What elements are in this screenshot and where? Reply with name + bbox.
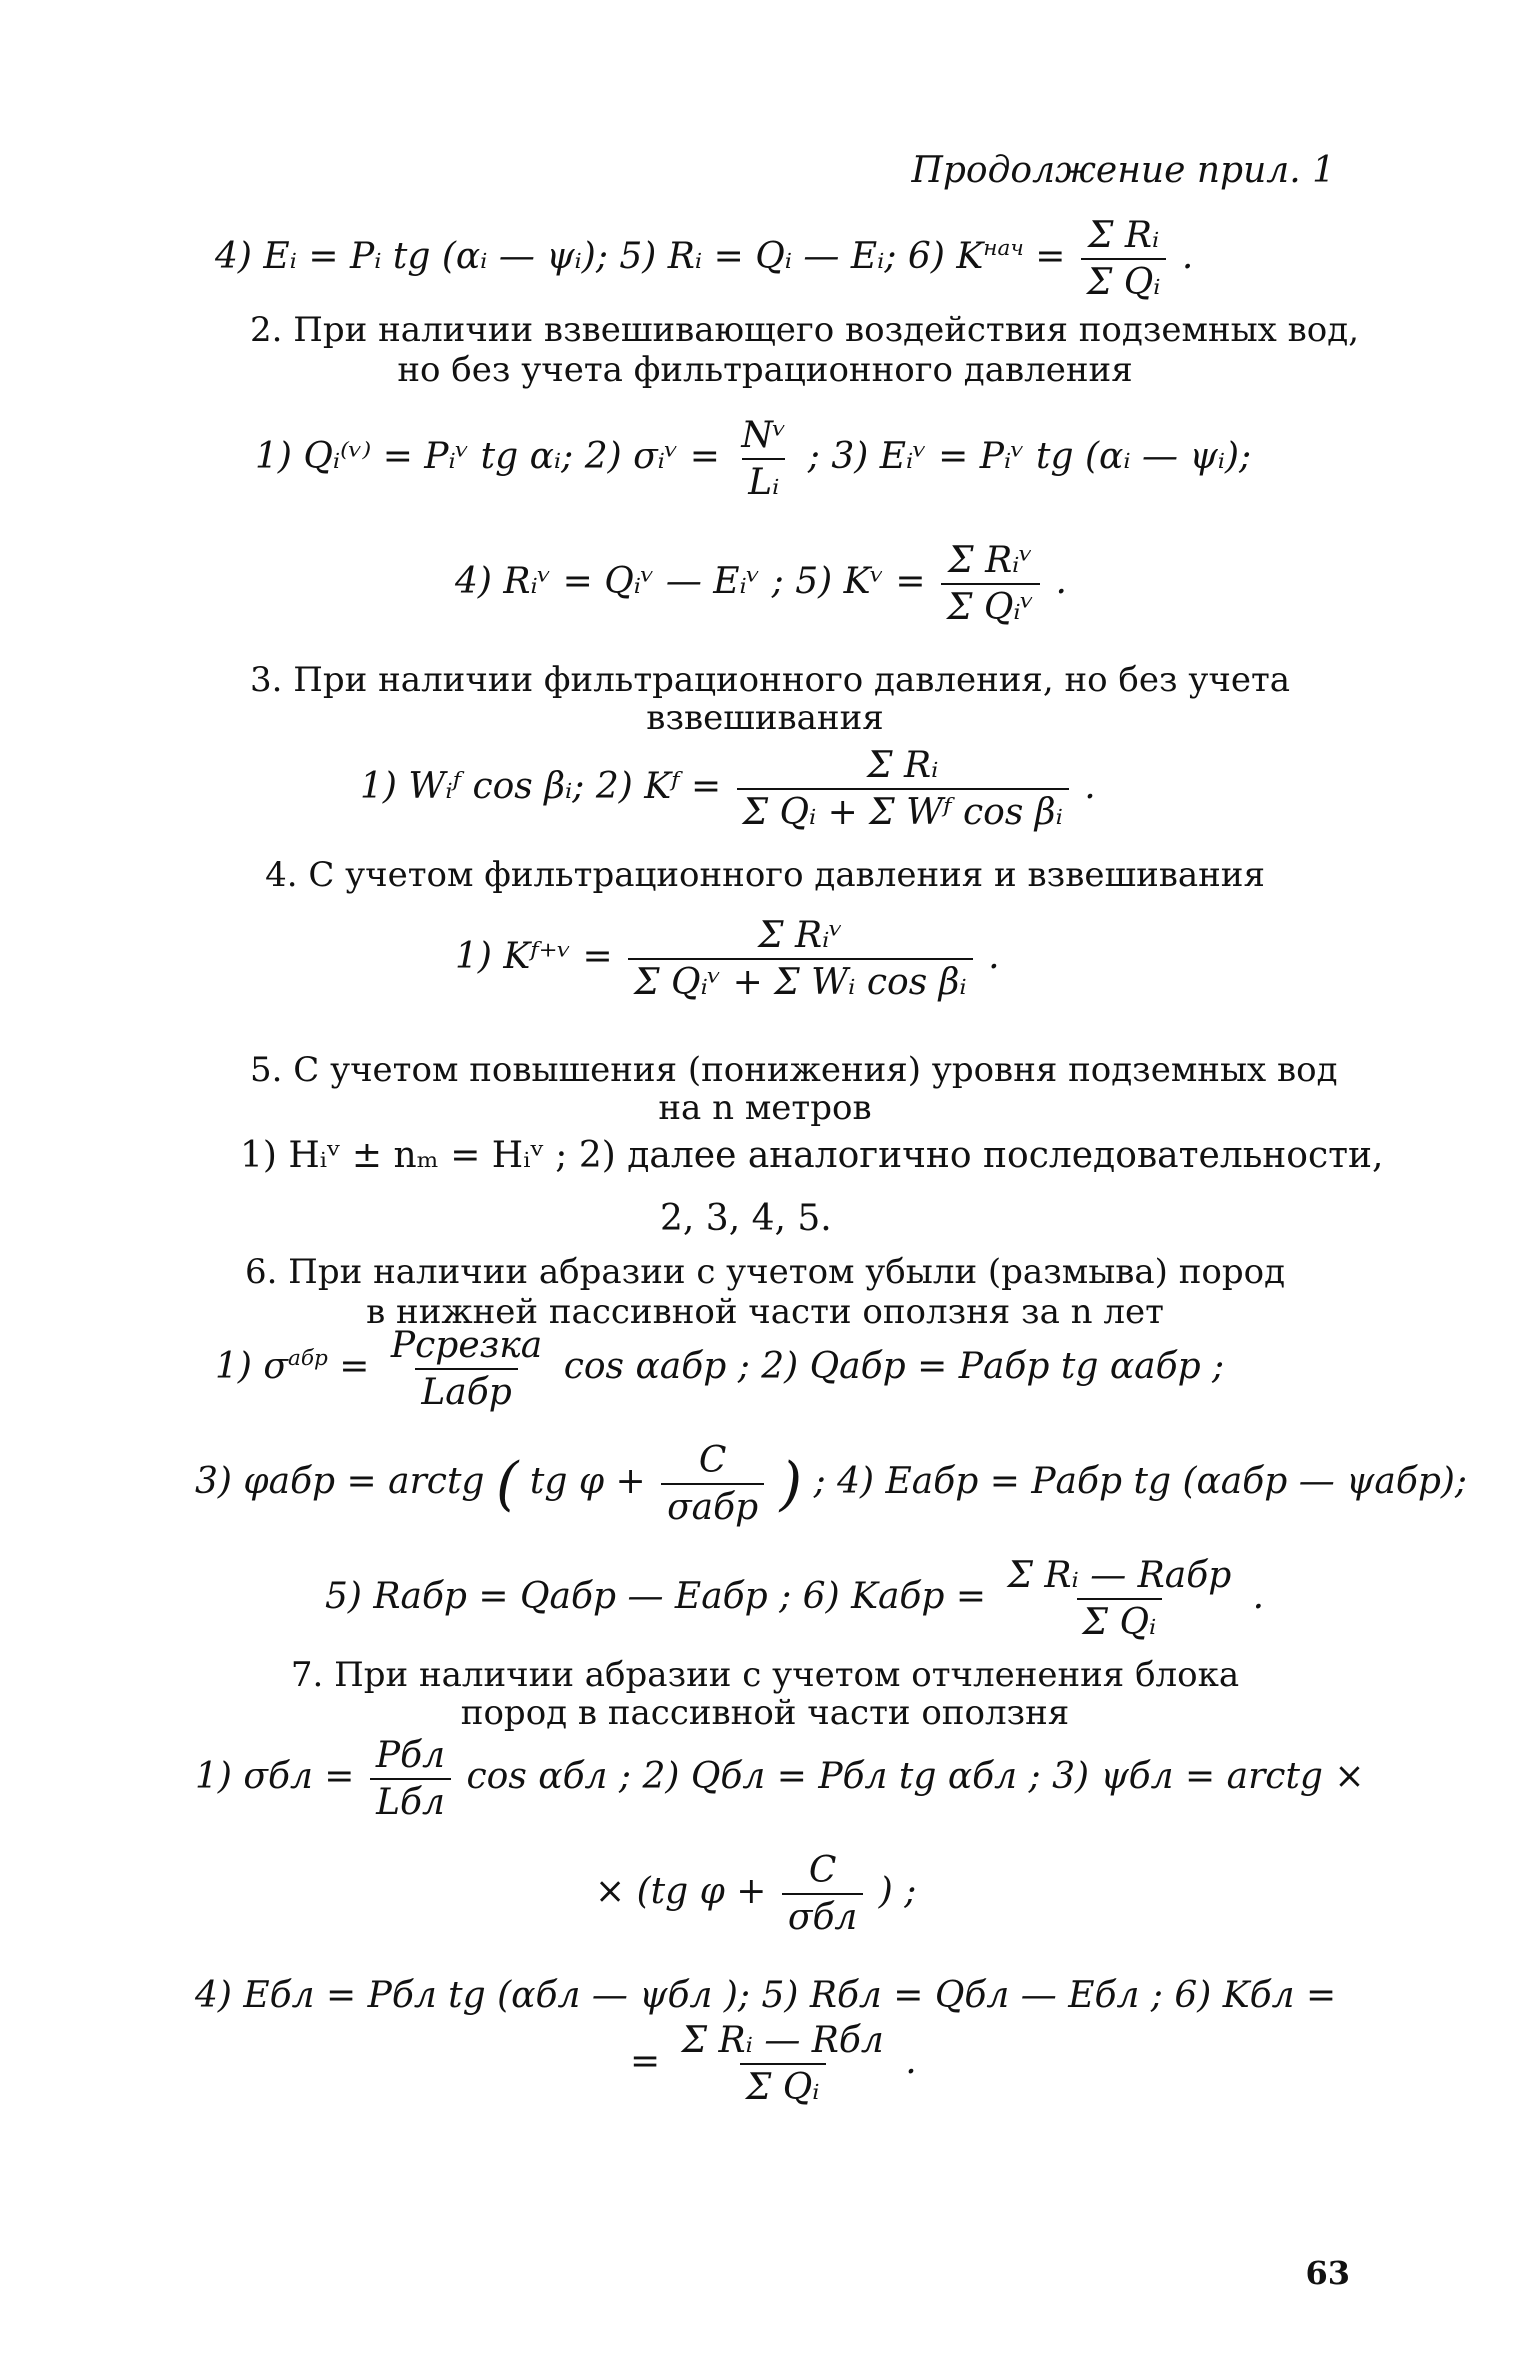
formula-line-5: 1) Kᶠ⁺ᵛ = $\frac{\text{Σ Rᵢᵛ}}{\text{Σ Qᵢᵛ + Σ Wᵢ cos βᵢ}}$ . xyxy=(455,915,1000,1003)
section-3-heading-2: взвешивания xyxy=(646,698,884,738)
formula-line-9: 3) φабр = arctg ( tg φ + $\frac{C}{\text{σабр}}$ ) ; 4) Eабр = Pабр tg (αабр — ψабр); xyxy=(195,1440,1468,1528)
formula-line-4: 1) Wᵢᶠ cos βᵢ; 2) Kᶠ = $\frac{\text{Σ Rᵢ}}{\text{Σ Qᵢ + Σ Wᶠ cos βᵢ}}$ . xyxy=(360,745,1096,833)
formula-line-2: 1) Qᵢ⁽ᵛ⁾ = Pᵢᵛ tg αᵢ; 2) σᵢᵛ = $\frac{\text{Nᵛ}}{\text{Lᵢ}}$ ; 3) Eᵢᵛ = Pᵢᵛ tg (αᵢ — ψᵢ); xyxy=(255,415,1252,503)
formula-line-12: × (tg φ + $\frac{C}{\text{σбл}}$ ) ; xyxy=(595,1850,917,1938)
fraction: $\frac{\text{Σ Rᵢ}}{\text{Σ Qᵢ}}$ xyxy=(1081,215,1167,303)
formula-line-14: = $\frac{\text{Σ Rᵢ — Rбл}}{\text{Σ Qᵢ}}$ . xyxy=(630,2020,917,2108)
fraction: $\frac{\text{Σ Rᵢᵛ}}{\text{Σ Qᵢᵛ}}$ xyxy=(941,540,1040,628)
section-2-heading-2: но без учета фильтрационного давления xyxy=(397,350,1133,390)
formula-line-10: 5) Rабр = Qабр — Eабр ; 6) Kабр = $\frac{\text{Σ Rᵢ — Rабр}}{\text{Σ Qᵢ}}$ . xyxy=(325,1555,1265,1643)
formula-line-1: 4) Eᵢ = Pᵢ tg (αᵢ — ψᵢ); 5) Rᵢ = Qᵢ — Eᵢ; 6) $K^{нач}$ = $\frac{\text{Σ Rᵢ}}{\text{Σ Qᵢ}}$ . xyxy=(215,215,1194,303)
running-title: Продолжение прил. 1 xyxy=(911,150,1335,191)
section-4-heading: 4. С учетом фильтрационного давления и взвешивания xyxy=(265,855,1265,895)
fraction: $\frac{C}{\text{σабр}}$ xyxy=(661,1440,764,1528)
section-6-heading-1: 6. При наличии абразии с учетом убыли (размыва) пород xyxy=(244,1252,1286,1292)
fraction: $\frac{\text{Pбл}}{\text{Lбл}}$ xyxy=(370,1735,451,1823)
formula-line-6: 1) Hᵢᵛ ± nₘ = Hᵢᵛ ; 2) далее аналогично последовательности, xyxy=(240,1135,1384,1176)
fraction: $\frac{C}{\text{σбл}}$ xyxy=(782,1850,863,1938)
section-5-heading-1: 5. С учетом повышения (понижения) уровня подземных вод xyxy=(250,1050,1338,1090)
fraction: $\frac{\text{Σ Rᵢᵛ}}{\text{Σ Qᵢᵛ + Σ Wᵢ cos βᵢ}}$ xyxy=(628,915,973,1003)
formula-line-7: 2, 3, 4, 5. xyxy=(660,1198,832,1239)
section-7-heading-1: 7. При наличии абразии с учетом отчленения блока xyxy=(290,1655,1240,1695)
fraction: $\frac{\text{Pсрезка}}{\text{Lабр}}$ xyxy=(390,1325,543,1413)
formula-line-8: 1) $\sigma^{абр}$ = $\frac{\text{Pсрезка}}{\text{Lабр}}$ cos αабр ; 2) Qабр = Pабр tg αабр ; xyxy=(215,1325,1225,1413)
formula-line-11: 1) σбл = $\frac{\text{Pбл}}{\text{Lбл}}$ cos αбл ; 2) Qбл = Pбл tg αбл ; 3) ψбл = arctg × xyxy=(195,1735,1365,1823)
formula-line-13: 4) Eбл = Pбл tg (αбл — ψбл ); 5) Rбл = Qбл — Eбл ; 6) Kбл = xyxy=(195,1975,1337,2016)
formula-line-3: 4) Rᵢᵛ = Qᵢᵛ — Eᵢᵛ ; 5) Kᵛ = $\frac{\text{Σ Rᵢᵛ}}{\text{Σ Qᵢᵛ}}$ . xyxy=(455,540,1067,628)
section-3-heading-1: 3. При наличии фильтрационного давления, но без учета xyxy=(250,660,1291,700)
fraction: $\frac{\text{Nᵛ}}{\text{Lᵢ}}$ xyxy=(741,415,787,503)
section-5-heading-2: на n метров xyxy=(658,1088,872,1128)
section-7-heading-2: пород в пассивной части оползня xyxy=(460,1693,1070,1733)
fraction: $\frac{\text{Σ Rᵢ}}{\text{Σ Qᵢ + Σ Wᶠ cos βᵢ}}$ xyxy=(737,745,1069,833)
fraction: $\frac{\text{Σ Rᵢ — Rбл}}{\text{Σ Qᵢ}}$ xyxy=(681,2020,884,2108)
section-2-heading-1: 2. При наличии взвешивающего воздействия подземных вод, xyxy=(250,310,1360,350)
section-6-heading-2: в нижней пассивной части оползня за n лет xyxy=(366,1292,1164,1332)
page-number: 63 xyxy=(1305,2254,1350,2292)
fraction: $\frac{\text{Σ Rᵢ — Rабр}}{\text{Σ Qᵢ}}$ xyxy=(1007,1555,1232,1643)
